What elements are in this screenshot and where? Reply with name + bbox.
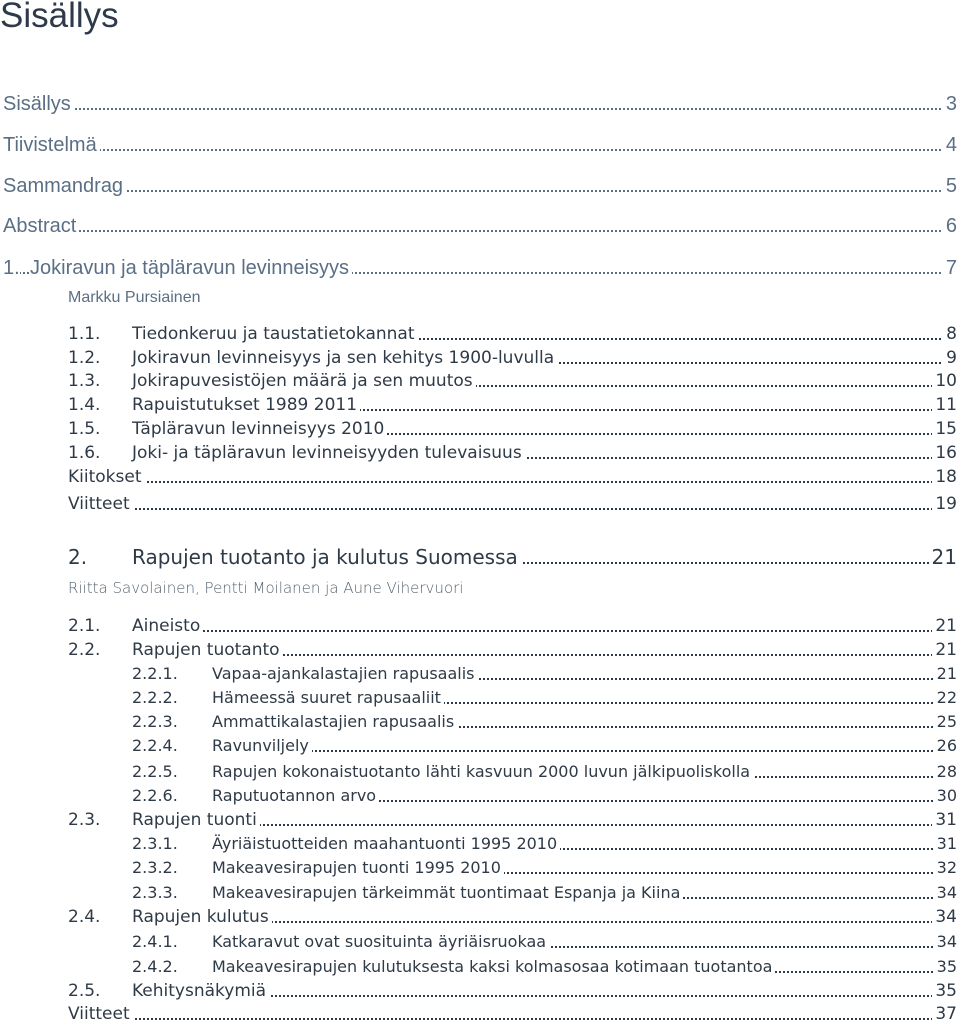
section-number: 1.6. [68, 442, 101, 463]
dot-leader [10, 188, 957, 192]
toc-section[interactable] [0, 369, 957, 393]
toc-entry-page: 18 [932, 465, 957, 489]
chapter-title: Jokiravun ja täpläravun levinneisyys [30, 256, 352, 280]
toc-subsection[interactable] [0, 955, 957, 979]
dot-leader [10, 228, 957, 232]
toc-entry-label: Jokiravun levinneisyys ja sen kehitys 1900-luvulla [132, 346, 557, 370]
toc-entry-page: 25 [934, 710, 957, 734]
section-number: 1.3. [68, 371, 101, 392]
toc-entry-page: 35 [934, 955, 957, 979]
section-number: 1.1. [68, 324, 101, 344]
toc-entry-label: Makeavesirapujen kulutuksesta kaksi kolmasosaa kotimaan tuotantoa [212, 955, 775, 979]
toc-entry-page: 5 [943, 174, 957, 198]
toc-entry-label: Viitteet [68, 1002, 133, 1026]
toc-entry-label: Kiitokset [68, 465, 145, 489]
toc-entry-label: Tiivistelmä [3, 133, 100, 157]
toc-entry-tiivistelma[interactable] [0, 133, 957, 157]
section-number: 2.4.1. [132, 930, 178, 954]
section-number: 2.4. [68, 907, 101, 927]
section-number: 1.5. [68, 418, 101, 439]
section-number: 2.2.4. [132, 734, 178, 758]
chapter-number: 2. [68, 544, 90, 570]
toc-section[interactable] [0, 346, 957, 370]
toc-entry-label: Ammattikalastajien rapusaalis [212, 710, 457, 734]
toc-entry-page: 31 [934, 832, 957, 856]
section-number: 2.3.1. [132, 832, 178, 856]
toc-entry-page: 11 [932, 393, 957, 417]
toc-entry-page: 8 [943, 322, 957, 346]
section-number: 2.2.2. [132, 686, 178, 710]
toc-section[interactable] [0, 417, 957, 441]
toc-entry-page: 15 [932, 417, 957, 441]
toc-entry-label: Rapuistutukset 1989 2011 [132, 393, 360, 417]
toc-entry-page: 22 [934, 686, 957, 710]
chapter-number: 1. [3, 257, 20, 279]
section-number: 2.2.1. [132, 662, 178, 686]
dot-leader [88, 506, 957, 510]
toc-entry-label: Äyriäistuotteiden maahantuonti 1995 2010 [212, 832, 560, 856]
toc-entry-page: 34 [932, 905, 957, 929]
chapter-author: Markku Pursiainen [68, 289, 201, 306]
section-number: 2.1. [68, 616, 101, 636]
toc-entry-page: 34 [934, 881, 957, 905]
toc-entry-label: Rapujen kulutus [132, 905, 272, 929]
toc-chapter-2[interactable] [0, 544, 957, 570]
toc-entry-label: Joki- ja täpläravun levinneisyyden tulevaisuus [132, 441, 525, 465]
section-number: 2.2.6. [132, 784, 178, 808]
toc-section[interactable] [0, 808, 957, 832]
toc-entry-label: Abstract [3, 214, 79, 238]
toc-entry-kiitokset[interactable] [0, 465, 957, 489]
toc-entry-page: 35 [932, 979, 957, 1003]
toc-subsection[interactable] [0, 856, 957, 880]
toc-entry-page: 3 [943, 92, 957, 116]
toc-entry-page: 32 [934, 856, 957, 880]
toc-subsection[interactable] [0, 734, 957, 758]
section-number: 1.4. [68, 395, 101, 416]
toc-entry-label: Ravunviljely [212, 734, 312, 758]
toc-entry-page: 10 [932, 369, 957, 393]
toc-section[interactable] [0, 979, 957, 1003]
toc-entry-page: 21 [932, 638, 957, 662]
toc-entry-page: 30 [934, 784, 957, 808]
toc-entry-page: 4 [943, 133, 957, 157]
toc-entry-page: 7 [943, 256, 957, 280]
section-number: 1.2. [68, 347, 101, 368]
dot-leader [152, 628, 957, 632]
section-number: 2.3.2. [132, 856, 178, 880]
page-title: Sisällys [0, 0, 119, 35]
toc-entry-label: Katkaravut ovat suosituinta äyriäisruokaa [212, 930, 549, 954]
toc-entry-label: Hämeessä suuret rapusaaliit [212, 686, 444, 710]
toc-entry-sisallys[interactable] [0, 92, 957, 116]
toc-entry-label: Rapujen tuotanto [132, 638, 283, 662]
section-number: 2.2.3. [132, 710, 178, 734]
dot-leader [88, 1016, 957, 1020]
toc-entry-page: 31 [932, 808, 957, 832]
toc-entry-sammandrag[interactable] [0, 174, 957, 198]
dot-leader [152, 822, 957, 826]
section-number: 2.4.2. [132, 955, 178, 979]
toc-entry-label: Tiedonkeruu ja taustatietokannat [132, 322, 418, 346]
toc-entry-page: 6 [943, 214, 957, 238]
toc-entry-label: Viitteet [68, 492, 133, 516]
toc-entry-page: 16 [932, 441, 957, 465]
chapter-title: Rapujen tuotanto ja kulutus Suomessa [132, 544, 521, 570]
toc-section[interactable] [0, 441, 957, 465]
toc-entry-page: 9 [943, 346, 957, 370]
toc-entry-label: Sammandrag [3, 174, 126, 198]
section-number: 2.3. [68, 810, 101, 830]
toc-section[interactable] [0, 614, 957, 638]
dot-leader [88, 479, 957, 483]
toc-subsection[interactable] [0, 881, 957, 905]
dot-leader [232, 748, 957, 752]
section-number: 2.2. [68, 640, 101, 660]
toc-entry-page: 28 [934, 760, 957, 784]
toc-entry-page: 21 [932, 614, 957, 638]
toc-entry-abstract[interactable] [0, 214, 957, 238]
dot-leader [152, 993, 957, 997]
toc-chapter-1[interactable] [0, 256, 957, 280]
toc-subsection[interactable] [0, 686, 957, 710]
toc-entry-label: Vapaa-ajankalastajien rapusaalis [212, 662, 478, 686]
dot-leader [10, 147, 957, 151]
chapter-author: Riitta Savolainen, Pentti Moilanen ja Aune Vihervuori [68, 579, 464, 597]
toc-entry-label: Rapujen kokonaistuotanto lähti kasvuun 2000 luvun jälkipuoliskolla [212, 760, 753, 784]
toc-entry-label: Täpläravun levinneisyys 2010 [132, 417, 387, 441]
toc-entry-page: 26 [934, 734, 957, 758]
toc-entry-page: 34 [934, 930, 957, 954]
toc-entry-label: Kehitysnäkymiä [132, 979, 269, 1003]
toc-entry-label: Makeavesirapujen tuonti 1995 2010 [212, 856, 504, 880]
toc-entry-viitteet[interactable] [0, 492, 957, 516]
toc-entry-page: 21 [934, 662, 957, 686]
section-number: 2.5. [68, 981, 101, 1001]
toc-subsection[interactable] [0, 930, 957, 954]
dot-leader [152, 919, 957, 923]
toc-entry-label: Makeavesirapujen tärkeimmät tuontimaat Espanja ja Kiina [212, 881, 683, 905]
toc-entry-page: 37 [932, 1002, 957, 1026]
toc-subsection[interactable] [0, 662, 957, 686]
toc-entry-label: Sisällys [3, 92, 74, 116]
toc-subsection[interactable] [0, 760, 957, 784]
toc-subsection[interactable] [0, 710, 957, 734]
toc-subsection[interactable] [0, 784, 957, 808]
toc-entry-label: Raputuotannon arvo [212, 784, 379, 808]
toc-entry-label: Jokirapuvesistöjen määrä ja sen muutos [132, 369, 476, 393]
toc-entry-page: 19 [932, 492, 957, 516]
toc-section[interactable] [0, 638, 957, 662]
toc-entry-viitteet[interactable] [0, 1002, 957, 1026]
toc-entry-label: Rapujen tuonti [132, 808, 260, 832]
toc-section[interactable] [0, 905, 957, 929]
section-number: 2.2.5. [132, 760, 178, 784]
toc-section[interactable] [0, 322, 957, 346]
toc-entry-label: Aineisto [132, 614, 203, 638]
toc-subsection[interactable] [0, 832, 957, 856]
section-number: 2.3.3. [132, 881, 178, 905]
dot-leader [10, 106, 957, 110]
toc-section[interactable] [0, 393, 957, 417]
toc-entry-page: 21 [929, 544, 957, 570]
